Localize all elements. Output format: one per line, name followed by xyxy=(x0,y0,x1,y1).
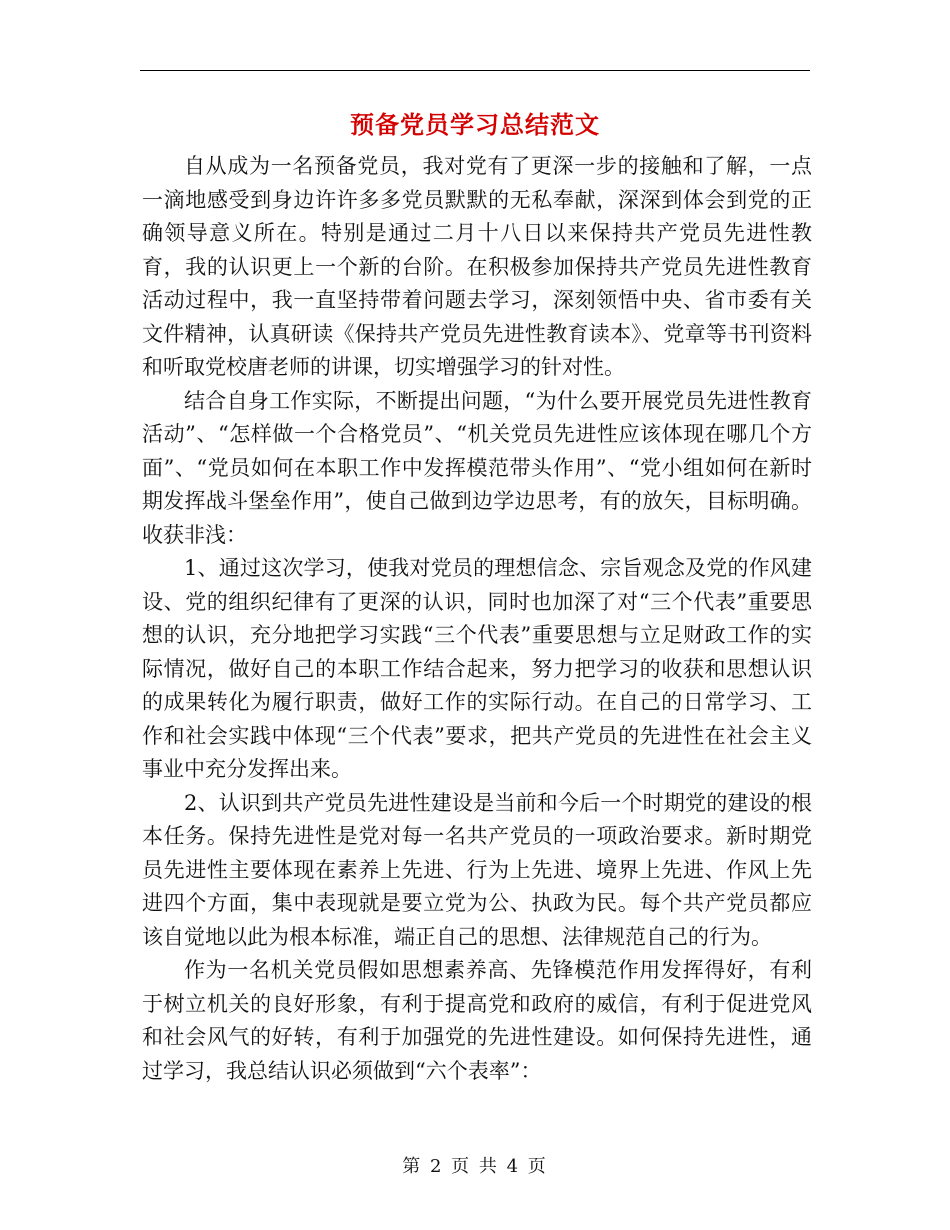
paragraph-point-2: 2、认识到共产党员先进性建设是当前和今后一个时期党的建设的根本任务。保持先进性是党对每一名共产党员的一项政治要求。新时期党员先进性主要体现在素养上先进、行为上先进、境界上先进、作风上先进四个方面，集中表现就是要立党为公、执政为民。每个共产党员都应该自觉地以此为根本标准，端正自己的思想、法律规范自己的行为。 xyxy=(142,790,812,949)
paragraph-questions: 结合自身工作实际，不断提出问题，“为什么要开展党员先进性教育活动”、“怎样做一个合格党员”、“机关党员先进性应该体现在哪几个方面”、“党员如何在本职工作中发挥模范带头作用”、“党小组如何在新时期发挥战斗堡垒作用”，使自己做到边学边思考，有的放矢，目标明确。收获非浅： xyxy=(142,388,812,547)
page-footer: 第 2 页 共 4 页 xyxy=(402,1156,548,1177)
header-rule xyxy=(140,70,810,71)
document-title: 预备党员学习总结范文 xyxy=(350,110,600,139)
document-body xyxy=(142,150,812,1088)
paragraph-point-1: 1、通过这次学习，使我对党员的理想信念、宗旨观念及党的作风建设、党的组织纪律有了更深的认识，同时也加深了对“三个代表”重要思想的认识，充分地把学习实践“三个代表”重要思想与立足财政工作的实际情况，做好自己的本职工作结合起来，努力把学习的收获和思想认识的成果转化为履行职责，做好工作的实际行动。在自己的日常学习、工作和社会实践中体现“三个代表”要求，把共产党员的先进性在社会主义事业中充分发挥出来。 xyxy=(142,556,812,781)
paragraph-conclusion: 作为一名机关党员假如思想素养高、先锋模范作用发挥得好，有利于树立机关的良好形象，有利于提高党和政府的威信，有利于促进党风和社会风气的好转，有利于加强党的先进性建设。如何保持先进性，通过学习，我总结认识必须做到“六个表率”： xyxy=(142,958,812,1083)
paragraph-intro: 自从成为一名预备党员，我对党有了更深一步的接触和了解，一点一滴地感受到身边许许多多党员默默的无私奉献，深深到体会到党的正确领导意义所在。特别是通过二月十八日以来保持共产党员先进性教育，我的认识更上一个新的台阶。在积极参加保持共产党员先进性教育活动过程中，我一直坚持带着问题去学习，深刻领悟中央、省市委有关文件精神，认真研读《保持共产党员先进性教育读本》、党章等书刊资料和听取党校唐老师的讲课，切实增强学习的针对性。 xyxy=(142,154,812,379)
